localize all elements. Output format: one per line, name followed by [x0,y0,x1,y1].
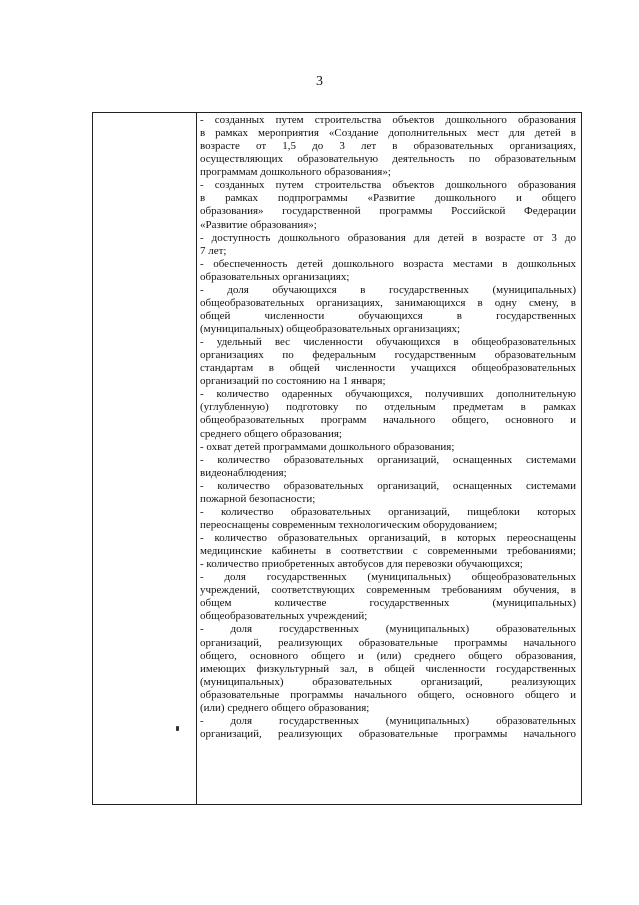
text-line: общей численности обучающихся в государственных [200,309,576,322]
text-line: медицинские кабинеты в соответствии с современными требованиями; [200,545,576,558]
text-line: - доля обучающихся в государственных (муниципальных) [200,283,576,296]
text-line: - доля государственных (муниципальных) образовательных [200,623,576,636]
text-line: общего, основного общего и (или) среднего общего образования, [200,649,576,662]
text-line: программам дошкольного образования»; [200,166,391,179]
text-line: образовательные программы начального общего, основного общего и [200,688,576,701]
text-line: - количество образовательных организаций, оснащенных системами [200,479,576,492]
text-line: возрасте от 1,5 до 3 лет в образовательных организациях, [200,140,576,153]
text-line: (или) среднего общего образования; [200,701,370,714]
table-left-cell [93,113,196,804]
text-line: общеобразовательных организациях, занимающихся в одну смену, в [200,296,576,309]
text-line: - количество образовательных организаций, пищеблоки которых [200,505,576,518]
page-number: 3 [316,74,323,89]
text-line: стандартам в общей численности учащихся общеобразовательных [200,362,576,375]
text-line: образования» государственной программы Российской Федерации [200,205,576,218]
text-line: организаций, реализующих образовательные программы начального [200,636,576,649]
text-line: в рамках подпрограммы «Развитие дошкольного и общего [200,192,576,205]
scan-mark [176,726,179,731]
text-line: - доля государственных (муниципальных) общеобразовательных [200,571,576,584]
text-line: общеобразовательных учреждений; [200,610,368,623]
text-line: общеобразовательных программ начального общего, основного и [200,414,576,427]
text-line: - количество приобретенных автобусов для перевозки обучающихся; [200,558,523,571]
text-line: организаций, реализующих образовательные программы начального [200,727,576,740]
text-line: образовательных организациях; [200,270,350,283]
text-line: видеонаблюдения; [200,466,287,479]
text-line: в рамках мероприятия «Создание дополнительных мест для детей в [200,127,576,140]
text-line: - количество образовательных организаций, в которых переоснащены [200,532,576,544]
text-line: - созданных путем строительства объектов дошкольного образования [200,114,576,126]
text-line: организациях по федеральным государственным образовательным [200,349,576,362]
text-line: организаций по состоянию на 1 января; [200,375,386,388]
table-column-divider [196,113,197,804]
text-line: - количество образовательных организаций, оснащенных системами [200,453,576,466]
indicators-table [92,112,582,805]
text-line: среднего общего образования; [200,427,342,440]
text-line: осуществляющих образовательную деятельность по образовательным [200,153,576,166]
text-line: - доступность дошкольного образования для детей в возрасте от 3 до [200,231,576,244]
text-line: - количество одаренных обучающихся, получивших дополнительную [200,388,576,401]
text-line: переоснащены современным технологическим оборудованием; [200,518,498,531]
text-line: общем количестве государственных (муниципальных) [200,597,576,610]
text-line: (муниципальных) общеобразовательных организациях; [200,323,461,335]
text-line: - доля государственных (муниципальных) образовательных [200,714,576,727]
text-line: (муниципальных) образовательных организаций, реализующих [200,675,576,688]
text-line: учреждений, соответствующих современным требованиям обучения, в [200,584,576,597]
text-line: имеющих физкультурный зал, в общей численности государственных [200,662,576,675]
text-line: - охват детей программами дошкольного образования; [200,440,455,453]
text-line: - удельный вес численности обучающихся в общеобразовательных [200,336,576,349]
text-line: - обеспеченность детей дошкольного возраста местами в дошкольных [200,257,576,270]
text-line: - созданных путем строительства объектов дошкольного образования [200,179,576,192]
text-line: пожарной безопасности; [200,492,316,505]
indicators-cell [200,114,576,741]
text-line: 7 лет; [200,244,227,257]
text-line: (углубленную) подготовку по отдельным предметам в рамках [200,401,576,414]
text-line: «Развитие образования»; [200,218,317,231]
